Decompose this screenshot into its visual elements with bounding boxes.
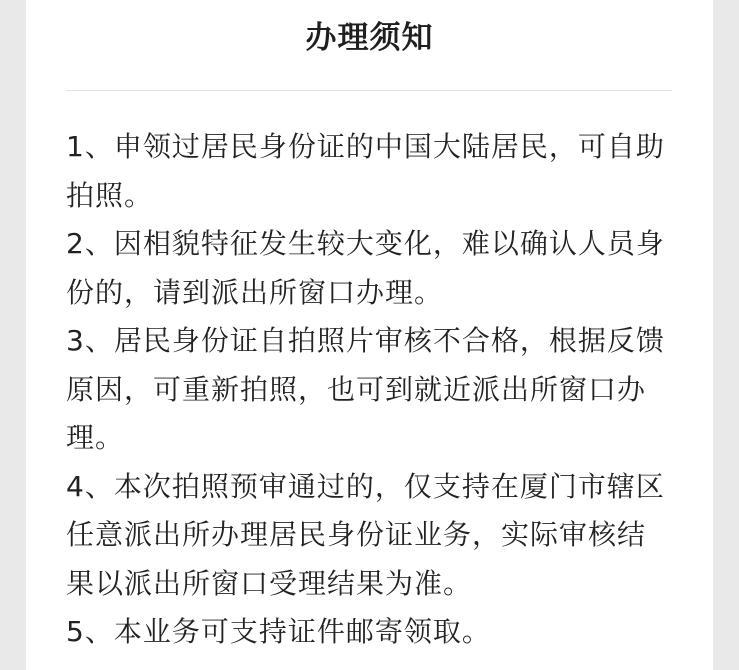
notice-item-4: 4、本次拍照预审通过的，仅支持在厦门市辖区任意派出所办理居民身份证业务，实际审核结果以派出所窗口受理结果为准。 xyxy=(66,469,665,600)
notice-item-1: 1、申领过居民身份证的中国大陆居民，可自助拍照。 xyxy=(66,130,665,212)
title-divider xyxy=(66,90,672,91)
page-title: 办理须知 xyxy=(305,20,434,56)
notice-item-5: 5、本业务可支持证件邮寄领取。 xyxy=(66,615,491,648)
notice-item-2: 2、因相貌特征发生较大变化，难以确认人员身份的，请到派出所窗口办理。 xyxy=(66,227,665,309)
notice-item-3: 3、居民身份证自拍照片审核不合格，根据反馈原因，可重新拍照，也可到就近派出所窗口办理。 xyxy=(66,324,665,454)
notice-card xyxy=(26,0,713,670)
notice-list xyxy=(66,123,672,657)
